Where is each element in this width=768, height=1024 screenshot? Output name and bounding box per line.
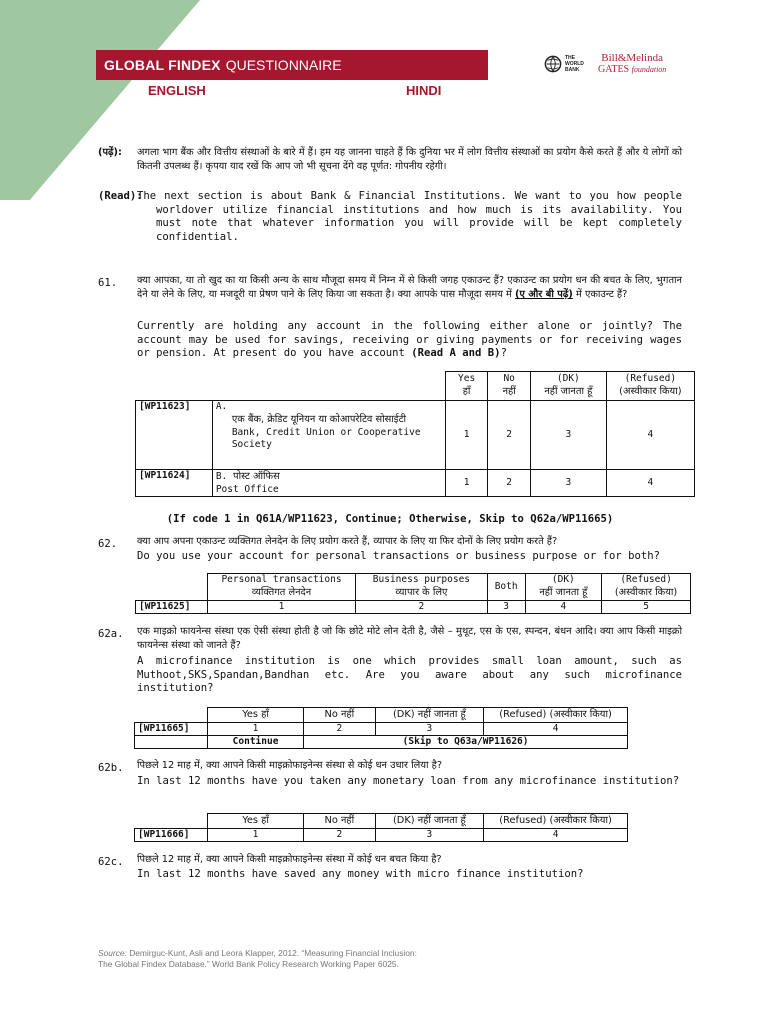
col-label-hi: नहीं जानता हूँ (539, 587, 588, 598)
col-label-hi: हाँ (462, 386, 471, 397)
q62-table (135, 573, 691, 614)
col-refused: (Refused) (अस्वीकार किया) (484, 814, 628, 829)
answer-code: 2 (488, 401, 531, 470)
world-bank-logo (544, 55, 584, 73)
banner-subtitle: QUESTIONNAIRE (225, 57, 342, 73)
answer-code: 3 (375, 829, 484, 842)
col-label: Personal transactions (221, 574, 342, 585)
banner-title: GLOBAL FINDEX (104, 57, 221, 73)
blank-cell (135, 814, 208, 829)
q61-hindi (137, 274, 682, 302)
variable-code: [WP11665] (135, 723, 208, 736)
questionnaire-banner (96, 50, 488, 80)
intro-hindi-label: (पढ़ें): (98, 147, 122, 158)
col-label-hi: (अस्वीकार किया) (619, 386, 682, 397)
col-yes (445, 372, 488, 401)
col-yes: Yes हाँ (207, 708, 303, 723)
question-number: 62a. (98, 628, 124, 640)
row-letter: A. (215, 401, 228, 412)
q62c-english: In last 12 months have saved any money with micro finance institution? (137, 868, 584, 880)
english-column-label: ENGLISH (148, 83, 206, 98)
question-number: 62b. (98, 762, 124, 774)
skip-instruction: (Skip to Q63a/WP11626) (304, 736, 628, 749)
row-label-en: Bank, Credit Union or Cooperative Society (231, 427, 421, 450)
col-label-hi: व्यापार के लिए (395, 587, 448, 598)
blank-cell (135, 708, 208, 723)
source-line2: The Global Findex Database.” World Bank Policy Research Working Paper 6025. (98, 959, 399, 969)
col-label: No (503, 373, 515, 384)
answer-code: 3 (375, 723, 484, 736)
question-number: 62c. (98, 856, 124, 868)
q61-hindi-instruction: (ए और बी पढ़ें) (514, 289, 573, 300)
source-citation (98, 948, 417, 970)
answer-code: 2 (304, 723, 375, 736)
col-no: No नहीं (304, 814, 375, 829)
q62a-hindi: एक माइक्रो फायनेन्स संस्था एक ऐसी संस्था होती है जो कि छोटे मोटे लोन देती है, जैसे – मुथूट, एस के एस, स्पन्दन, बंधन आदि। क्या आप किसी माइक्रो फायनेन्स संस्था को जानते हैं? (137, 626, 682, 651)
col-dk: (DK) नहीं जानता हूँ (375, 708, 484, 723)
answer-code: 4 (484, 723, 628, 736)
table-row (135, 723, 628, 736)
wb-logo-line: THE (565, 55, 575, 61)
source-line1: Demirguc-Kunt, Asli and Leora Klapper, 2012. “Measuring Financial Inclusion: (129, 948, 417, 958)
row-label-en: Post Office (215, 484, 279, 495)
answer-code: 1 (207, 723, 303, 736)
col-label: Business purposes (372, 574, 471, 585)
answer-code: 1 (207, 829, 303, 842)
col-label: (Refused) (624, 373, 677, 384)
row-label-hi: एक बैंक, क्रेडिट यूनियन या कोआपरेटिव सोसाईटी (231, 414, 407, 425)
variable-code: [WP11666] (135, 829, 208, 842)
table-header-row (135, 708, 628, 723)
col-yes: Yes हाँ (207, 814, 303, 829)
q62-english: Do you use your account for personal transactions or business purpose or for both? (137, 550, 660, 562)
col-label: (DK) (556, 373, 580, 384)
answer-code: 4 (484, 829, 628, 842)
q61-hindi-end: में एकाउन्ट हैं? (575, 289, 628, 300)
q62a-english: A microfinance institution is one which provides small loan amount, such as Muthoot,SKS,Spandan,Bandhan etc. Are you aware about any such microfinance institution? (137, 655, 682, 694)
blank-cell (135, 736, 208, 749)
gates-logo-line1: Bill&Melinda (601, 52, 664, 64)
gates-logo-suffix: foundation (631, 65, 667, 74)
question-number: 62. (98, 538, 118, 550)
table-row (136, 470, 695, 497)
row-letter: B. (215, 471, 228, 482)
answer-code: 3 (530, 401, 606, 470)
q62b-english: In last 12 months have you taken any monetary loan from any microfinance institution? (137, 775, 680, 787)
blank-cell (136, 574, 208, 601)
variable-code: [WP11623] (136, 401, 213, 470)
intro-english-label: (Read): (98, 190, 143, 202)
variable-code: [WP11624] (136, 470, 213, 497)
table-row (136, 601, 691, 614)
col-both: Both (487, 574, 525, 601)
q62c-hindi: पिछले 12 माह में, क्या आपने किसी माइक्रोफाइनेन्स संस्था में कोई धन बचत किया है? (137, 854, 442, 865)
col-dk: (DK) नहीं जानता हूँ (375, 814, 484, 829)
col-label: (DK) (551, 574, 575, 585)
question-number: 61. (98, 277, 118, 289)
answer-code: 3 (530, 470, 606, 497)
answer-code: 4 (606, 401, 694, 470)
row-label-hi: पोस्ट ऑफिस (233, 471, 280, 482)
answer-code: 2 (304, 829, 375, 842)
col-label: (Refused) (620, 574, 672, 585)
q61-hindi-text: क्या आपका, या तो खुद का या किसी अन्य के साथ मौजूदा समय में निम्न में से किसी जगह एकाउन्ट हैं? एकाउन्ट का प्रयोग धन की बचत के लिए, भुगतान देने या लेने के लिए, या मजदूरी या प्रेषण पाने के लिए किया जा सकता है। क्या आपके पास मौजूदा समय में (137, 275, 682, 300)
col-no (488, 372, 531, 401)
col-no: No नहीं (304, 708, 375, 723)
answer-code: 1 (445, 401, 488, 470)
col-label: Yes (458, 373, 476, 384)
world-bank-globe-icon (544, 55, 562, 73)
row-label (212, 401, 445, 470)
answer-code: 4 (606, 470, 694, 497)
q61-english (137, 320, 682, 361)
col-refused (606, 372, 694, 401)
q62a-table (134, 707, 628, 749)
table-header-row (136, 372, 695, 401)
q62b-table (134, 813, 628, 842)
q61-table (135, 371, 695, 497)
answer-code: 5 (602, 601, 691, 614)
col-refused (602, 574, 691, 601)
table-row (135, 829, 628, 842)
blank-cell (136, 372, 213, 401)
table-row (136, 401, 695, 470)
answer-code: 2 (356, 601, 488, 614)
gates-foundation-logo (598, 53, 666, 75)
q62b-hindi: पिछले 12 माह में, क्या आपने किसी माइक्रोफाइनेन्स संस्था से कोई धन उधार लिया है? (137, 760, 443, 771)
gates-logo-line2: GATES (598, 64, 630, 75)
table-header-row (136, 574, 691, 601)
col-refused: (Refused) (अस्वीकार किया) (484, 708, 628, 723)
q61-skip-instruction: (If code 1 in Q61A/WP11623, Continue; Otherwise, Skip to Q62a/WP11665) (166, 513, 614, 525)
answer-code: 1 (207, 601, 355, 614)
wb-logo-line: BANK (565, 67, 580, 73)
intro-english (98, 190, 682, 244)
intro-english-text: The next section is about Bank & Financial Institutions. We want to you how people worldover utilize financial institutions and how much is its availability. You must note that whatever information you will provide will be kept completely confidential. (137, 190, 682, 243)
intro-hindi-text: अगला भाग बैंक और वित्तीय संस्थाओं के बारे में हैं। हम यह जानना चाहते हैं कि दुनिया भर में लोग वित्तीय संस्थाओं का प्रयोग कैसे करते हैं और ये लोगों को कितनी उपलब्ध हैं। कृपया याद रखें कि आप जो भी सूचना देंगे वह पूर्णत: गोपनीय रहेगी। (137, 147, 682, 172)
col-label-hi: (अस्वीकार किया) (614, 587, 678, 598)
col-label-hi: नहीं जानता हूँ (544, 386, 593, 397)
col-label-hi: नहीं (502, 386, 516, 397)
col-personal (207, 574, 355, 601)
row-label (212, 470, 445, 497)
answer-code: 4 (525, 601, 602, 614)
q61-english-text: Currently are holding any account in the following either alone or jointly? The account may be used for savings, receiving or giving payments or for receiving wages or pension. At present do you have account (137, 320, 682, 359)
hindi-column-label: HINDI (406, 83, 442, 98)
continue-instruction: Continue (207, 736, 303, 749)
q61-english-end: ? (500, 347, 507, 359)
wb-logo-line: WORLD (565, 61, 584, 67)
col-dk (530, 372, 606, 401)
answer-code: 1 (445, 470, 488, 497)
answer-code: 3 (487, 601, 525, 614)
table-row (135, 736, 628, 749)
table-header-row (135, 814, 628, 829)
col-label-hi: व्यक्तिगत लेनदेन (251, 587, 312, 598)
variable-code: [WP11625] (136, 601, 208, 614)
source-label: Source: (98, 948, 127, 958)
intro-hindi (98, 146, 682, 174)
col-dk (525, 574, 602, 601)
q62-hindi: क्या आप अपना एकाउन्ट व्यक्तिगत लेनदेन के लिए प्रयोग करते हैं, व्यापार के लिए या फिर दोनों के लिए प्रयोग करते हैं? (137, 536, 558, 547)
col-business (356, 574, 488, 601)
answer-code: 2 (488, 470, 531, 497)
blank-cell (212, 372, 445, 401)
q61-english-instruction: (Read A and B) (411, 347, 501, 359)
